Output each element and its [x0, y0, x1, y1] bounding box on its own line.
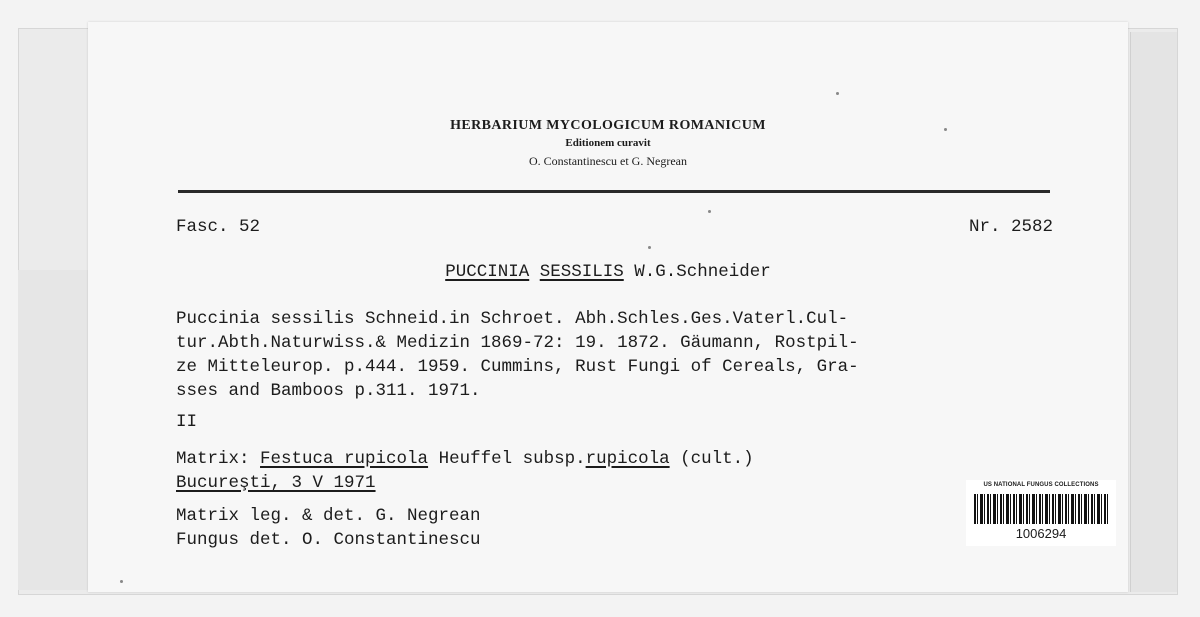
reference-line: sses and Bamboos p.311. 1971. — [176, 381, 481, 401]
specimen-number: Nr. 2582 — [968, 217, 1053, 237]
host-name: Festuca rupicola — [260, 449, 429, 469]
collector-line: Matrix leg. & det. G. Negrean — [176, 506, 481, 526]
locality: Bucureşti, 3 V 1971 — [176, 473, 376, 493]
herbarium-title: HERBARIUM MYCOLOGICUM ROMANICUM — [450, 118, 766, 133]
matrix-block — [176, 447, 754, 495]
paper-speck — [648, 246, 651, 249]
reference-line: Puccinia sessilis Schneid.in Schroet. Abh.Schles.Ges.Vaterl.Cul- — [176, 309, 849, 329]
spore-stage: II — [176, 412, 198, 432]
herbarium-subtitle: Editionem curavit — [565, 137, 651, 149]
host-subspecies: rupicola — [585, 449, 670, 469]
envelope-right-flap — [1130, 32, 1177, 592]
species-author: W.G.Schneider — [634, 262, 771, 282]
label-header — [88, 118, 1128, 169]
reference-line: ze Mitteleurop. p.444. 1959. Cummins, Rust Fungi of Cereals, Gra- — [176, 357, 859, 377]
literature-references — [176, 307, 859, 403]
header-divider — [178, 190, 1050, 193]
envelope-left-flap — [18, 270, 91, 590]
species-name — [88, 262, 1128, 282]
barcode-label — [966, 480, 1116, 546]
paper-speck — [944, 128, 947, 131]
species-epithet: SESSILIS — [539, 262, 624, 282]
reference-line: tur.Abth.Naturwiss.& Medizin 1869-72: 19. 1872. Gäumann, Rostpil- — [176, 333, 859, 353]
collector-line: Fungus det. O. Constantinescu — [176, 530, 481, 550]
collector-block — [176, 504, 481, 552]
fascicle-number: Fasc. 52 — [176, 217, 261, 237]
barcode-icon — [974, 494, 1108, 524]
barcode-number: 1006294 — [1015, 526, 1067, 541]
paper-speck — [120, 580, 123, 583]
species-genus: PUCCINIA — [445, 262, 530, 282]
host-author: Heuffel subsp. — [438, 449, 586, 469]
host-note: (cult.) — [680, 449, 754, 469]
herbarium-editors: O. Constantinescu et G. Negrean — [529, 154, 687, 168]
matrix-label: Matrix: — [176, 449, 250, 469]
matrix-host-line — [176, 447, 754, 471]
paper-speck — [836, 92, 839, 95]
paper-speck — [708, 210, 711, 213]
barcode-institution: US NATIONAL FUNGUS COLLECTIONS — [983, 482, 1099, 488]
